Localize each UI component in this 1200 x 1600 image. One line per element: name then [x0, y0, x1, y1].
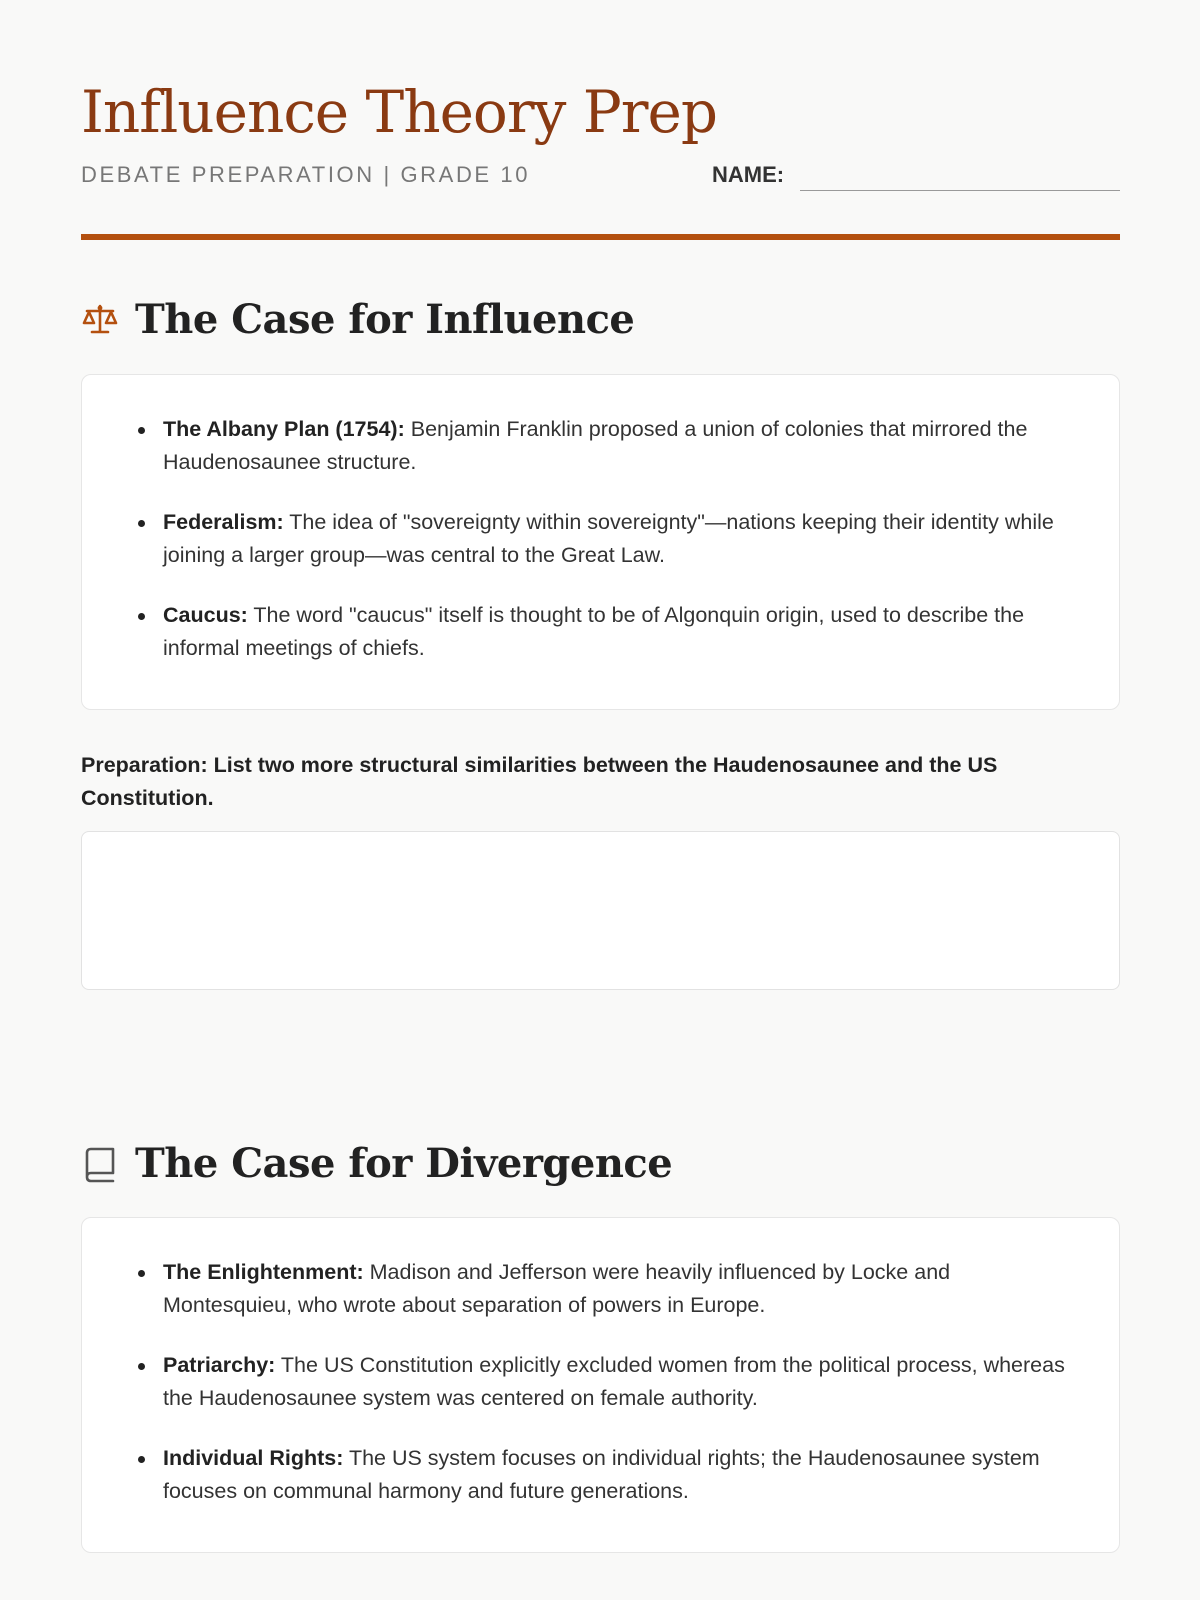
list-item: The Enlightenment: Madison and Jefferson were heavily influenced by Locke and Montesquieu, who wrote about separation of powers in Europe.: [121, 1256, 1079, 1322]
list-item: Individual Rights: The US system focuses on individual rights; the Haudenosaunee system focuses on communal harmony and future generations.: [121, 1442, 1079, 1508]
influence-list: [82, 375, 1119, 665]
preparation-prompt: Preparation: List two more structural similarities between the Haudenosaunee and the US Constitution.: [81, 753, 998, 810]
divergence-section-heading: [81, 1140, 672, 1187]
list-item: Caucus: The word "caucus" itself is thought to be of Algonquin origin, used to describe the informal meetings of chiefs.: [121, 599, 1079, 665]
divergence-list: [82, 1218, 1119, 1508]
name-label: NAME:: [712, 162, 785, 187]
influence-card: [81, 374, 1120, 710]
preparation-answer-box[interactable]: [81, 831, 1120, 990]
scales-icon: [81, 301, 119, 339]
divergence-card: [81, 1217, 1120, 1553]
book-icon: [81, 1145, 119, 1183]
list-item: Patriarchy: The US Constitution explicitly excluded women from the political process, whereas the Haudenosaunee system was centered on female authority.: [121, 1349, 1079, 1415]
page-title: Influence Theory Prep: [81, 78, 717, 146]
influence-section-heading: [81, 296, 634, 343]
list-item: Federalism: The idea of "sovereignty within sovereignty"—nations keeping their identity while joining a larger group—was central to the Great Law.: [121, 506, 1079, 572]
name-field[interactable]: [800, 190, 1120, 191]
page-subtitle: DEBATE PREPARATION | GRADE 10: [81, 162, 531, 187]
header-divider: [81, 234, 1120, 240]
list-item: The Albany Plan (1754): Benjamin Franklin proposed a union of colonies that mirrored the Haudenosaunee structure.: [121, 413, 1079, 479]
influence-heading: The Case for Influence: [135, 296, 635, 343]
divergence-heading: The Case for Divergence: [135, 1140, 673, 1187]
